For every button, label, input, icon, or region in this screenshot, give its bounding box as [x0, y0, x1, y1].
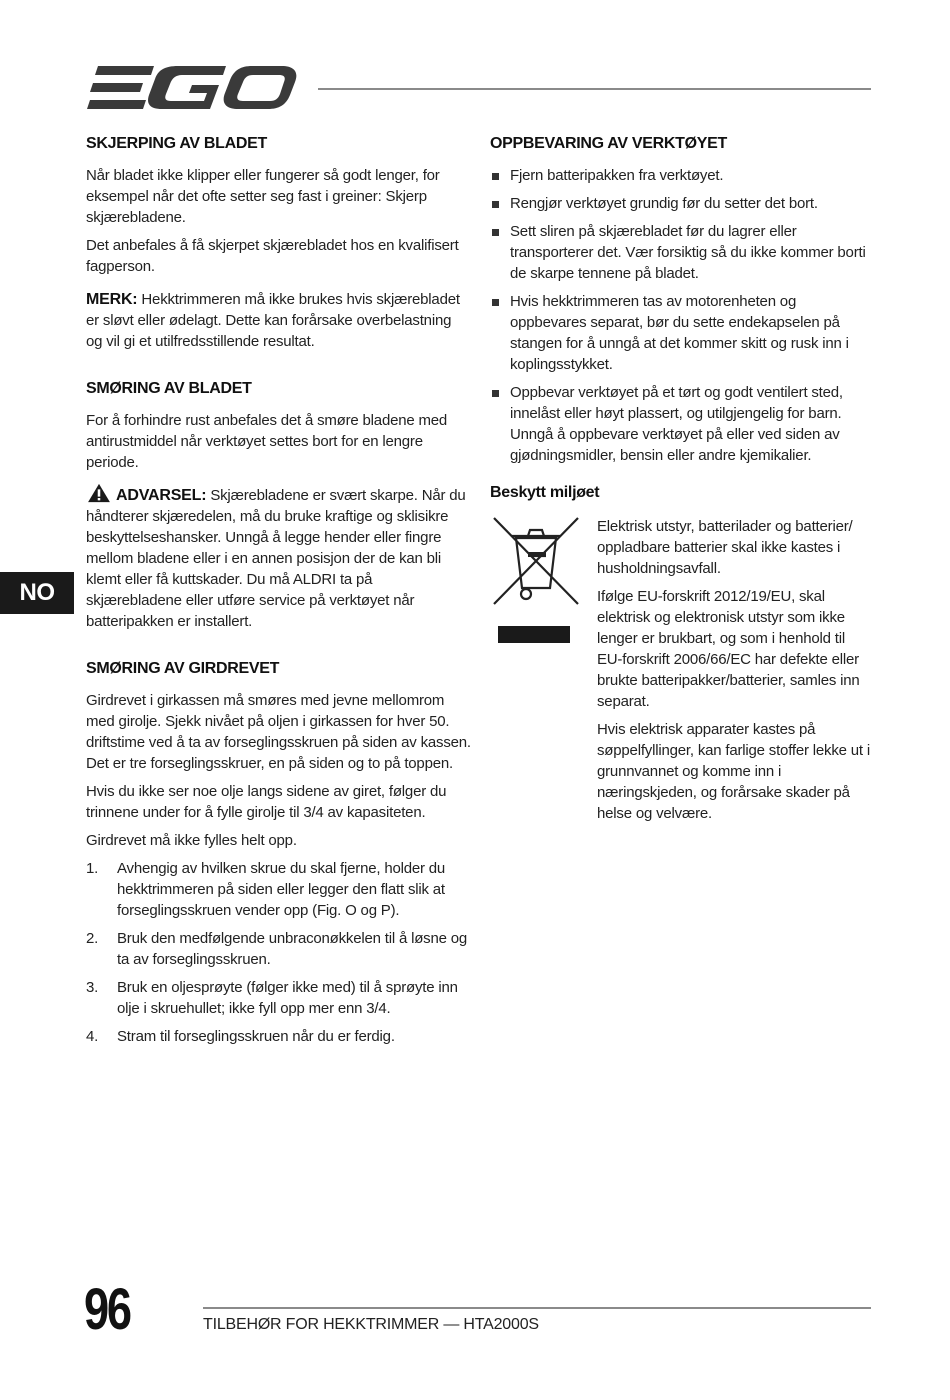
step-number: 1.	[86, 860, 99, 877]
gearbox-steps	[86, 858, 471, 1047]
section-heading-sharpening: SKJERPING AV BLADET	[86, 135, 267, 152]
note-label: MERK:	[86, 291, 138, 308]
warning-text: Skjærebladene er svært skarpe. Når du håndterer skjæredelen, må du bruke kraftige og sklisikre beskyttelseshansker. Unngå å legge hender eller fingre mellom bladene eller i en annen posisjon der de kan bli klemt eller få kuttskader. Du må ALDRI ta på skjærebladene eller utføre service på verktøyet når batteripakken er installert.	[86, 487, 466, 630]
lubrication-warning	[86, 483, 471, 632]
section-heading-storage: OPPBEVARING AV VERKTØYET	[490, 135, 727, 152]
gearbox-paragraph-1: Girdrevet i girkassen må smøres med jevne mellomrom med girolje. Sjekk nivået på oljen i girkassen for hver 50. driftstime ved å ta av forseglingsskruen på siden av kassen. Det er tre forseglingsskruer, en på siden og to på toppen.	[86, 692, 471, 772]
warning-triangle-icon	[86, 483, 112, 503]
list-item-text: Rengjør verktøyet grundig før du setter det bort.	[510, 195, 818, 212]
step-text: Stram til forseglingsskruen når du er ferdig.	[117, 1028, 395, 1045]
sharpening-paragraph-2: Det anbefales å få skjerpet skjærebladet hos en kvalifisert fagperson.	[86, 237, 459, 275]
header-rule	[318, 88, 871, 90]
footer-title: TILBEHØR FOR HEKKTRIMMER — HTA2000S	[203, 1316, 539, 1333]
step-item	[86, 1026, 471, 1047]
sharpening-paragraph-1: Når bladet ikke klipper eller fungerer så godt lenger, for eksempel når det ofte setter seg fast i greiner: Skjerp skjærebladene.	[86, 167, 440, 226]
language-tab: NO	[0, 572, 74, 614]
step-number: 4.	[86, 1028, 99, 1045]
list-item-text: Fjern batteripakken fra verktøyet.	[510, 167, 724, 184]
ego-logo	[86, 64, 298, 112]
step-number: 3.	[86, 979, 99, 996]
step-text: Bruk den medfølgende unbraconøkkelen til å løsne og ta av forseglingsskruen.	[117, 930, 468, 968]
bullet-square-icon	[492, 390, 499, 397]
step-item	[86, 858, 471, 921]
footer-rule	[203, 1307, 871, 1309]
list-item	[490, 382, 870, 466]
list-item	[490, 221, 870, 284]
gearbox-paragraph-2: Hvis du ikke ser noe olje langs sidene av giret, følger du trinnene under for å fylle girolje til 3/4 av kapasiteten.	[86, 783, 447, 821]
step-text: Bruk en oljesprøyte (følger ikke med) til å sprøyte inn olje i skruehullet; ikke fyll opp mer enn 3/4.	[117, 979, 458, 1017]
bullet-square-icon	[492, 173, 499, 180]
section-heading-environment: Beskytt miljøet	[490, 484, 600, 501]
environment-paragraph-3: Hvis elektrisk apparater kastes på søppelfyllinger, kan farlige stoffer lekke ut i grunnvannet og komme inn i næringskjeden, og forårsake skader på helse og velvære.	[597, 721, 870, 822]
gearbox-paragraph-3: Girdrevet må ikke fylles helt opp.	[86, 832, 297, 849]
storage-list	[490, 165, 870, 466]
step-item	[86, 928, 471, 970]
list-item-text: Oppbevar verktøyet på et tørt og godt ventilert sted, innelåst eller høyt plassert, og utilgjengelig for barn. Unngå å oppbevare verktøyet på eller ved siden av gjødningsmidler, bensin eller andre kjemikalier.	[510, 384, 843, 464]
lubrication-paragraph-1: For å forhindre rust anbefales det å smøre bladene med antirustmiddel når verktøyet settes bort for en lengre periode.	[86, 412, 448, 471]
sharpening-note	[86, 289, 471, 352]
step-item	[86, 977, 471, 1019]
step-text: Avhengig av hvilken skrue du skal fjerne, holder du hekktrimmeren på siden eller legger den flatt slik at forseglingsskruen vender opp (Fig. O og P).	[117, 860, 446, 919]
section-heading-gearbox: SMØRING AV GIRDREVET	[86, 660, 280, 677]
bullet-square-icon	[492, 201, 499, 208]
right-column	[490, 133, 870, 831]
warning-label: ADVARSEL:	[116, 487, 207, 504]
environment-paragraph-1: Elektrisk utstyr, batterilader og batterier/ oppladbare batterier skal ikke kastes i husholdningsavfall.	[597, 518, 853, 577]
crossed-out-wheelie-bin-icon	[490, 516, 582, 646]
bullet-square-icon	[492, 299, 499, 306]
left-column	[86, 133, 471, 1054]
list-item	[490, 165, 870, 186]
section-heading-lubrication: SMØRING AV BLADET	[86, 380, 252, 397]
note-text: Hekktrimmeren må ikke brukes hvis skjærebladet er sløvt eller ødelagt. Dette kan forårsake overbelastning og vil gi et utilfredsstillende resultat.	[86, 291, 460, 350]
list-item	[490, 193, 870, 214]
environment-block	[490, 516, 870, 824]
list-item	[490, 291, 870, 375]
environment-paragraph-2: Ifølge EU-forskrift 2012/19/EU, skal elektrisk og elektronisk utstyr som ikke lenger er brukbart, og som i henhold til EU-forskrift 2006/66/EC har defekte eller brukte batteripakker/batterier, samles inn separat.	[597, 588, 860, 710]
bullet-square-icon	[492, 229, 499, 236]
list-item-text: Hvis hekktrimmeren tas av motorenheten og oppbevares separat, bør du sette endekapselen på stangen for å unngå at det kommer skitt og rusk inn i koplingsstykket.	[510, 293, 849, 373]
list-item-text: Sett sliren på skjærebladet før du lagrer eller transporterer det. Vær forsiktig så du ikke kommer borti de skarpe tennene på bladet.	[510, 223, 866, 282]
step-number: 2.	[86, 930, 99, 947]
page-number: 96	[84, 1277, 130, 1342]
